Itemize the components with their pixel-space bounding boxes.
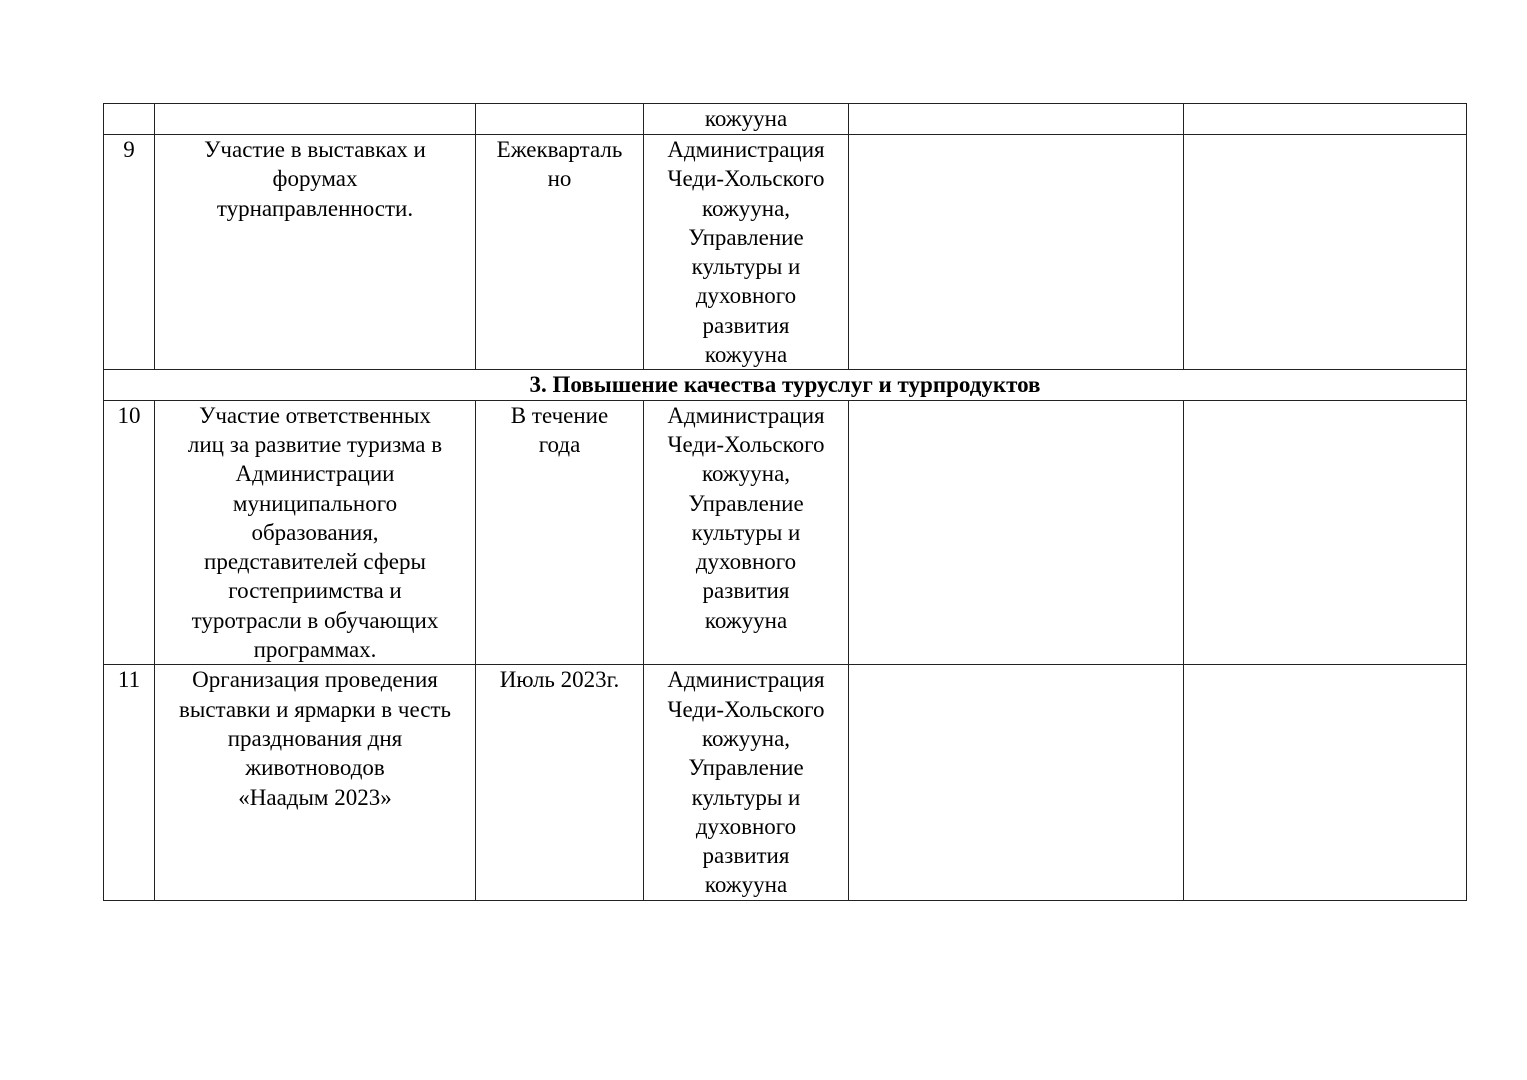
event-cell xyxy=(155,104,476,135)
empty-cell xyxy=(1184,135,1467,370)
empty-cell xyxy=(1184,665,1467,900)
table-row xyxy=(104,400,1467,665)
empty-cell xyxy=(1184,400,1467,665)
term-cell xyxy=(476,104,644,135)
term-cell: Ежекварталь но xyxy=(476,135,644,370)
responsible-cell: Администрация Чеди-Хольского кожууна, Управление культуры и духовного развития кожууна xyxy=(644,400,849,665)
row-number-cell: 11 xyxy=(104,665,155,900)
event-cell: Организация проведения выставки и ярмарки в честь празднования дня животноводов «Наадым 2023» xyxy=(155,665,476,900)
event-cell: Участие ответственных лиц за развитие туризма в Администрации муниципального образования, представителей сферы гостеприимства и туротрасли в обучающих программах. xyxy=(155,400,476,665)
table-row xyxy=(104,135,1467,370)
section-heading: 3. Повышение качества туруслуг и турпродуктов xyxy=(104,370,1467,400)
responsible-cell: Администрация Чеди-Хольского кожууна, Управление культуры и духовного развития кожууна xyxy=(644,135,849,370)
empty-cell xyxy=(1184,104,1467,135)
responsible-cell: кожууна xyxy=(644,104,849,135)
term-cell: Июль 2023г. xyxy=(476,665,644,900)
table-row xyxy=(104,665,1467,900)
row-number-cell xyxy=(104,104,155,135)
responsible-cell: Администрация Чеди-Хольского кожууна, Управление культуры и духовного развития кожууна xyxy=(644,665,849,900)
event-cell: Участие в выставках и форумах турнаправленности. xyxy=(155,135,476,370)
plan-table xyxy=(103,103,1467,901)
empty-cell xyxy=(849,135,1184,370)
empty-cell xyxy=(849,400,1184,665)
table-row xyxy=(104,104,1467,135)
term-cell: В течение года xyxy=(476,400,644,665)
section-row xyxy=(104,370,1467,400)
empty-cell xyxy=(849,104,1184,135)
row-number-cell: 9 xyxy=(104,135,155,370)
empty-cell xyxy=(849,665,1184,900)
row-number-cell: 10 xyxy=(104,400,155,665)
